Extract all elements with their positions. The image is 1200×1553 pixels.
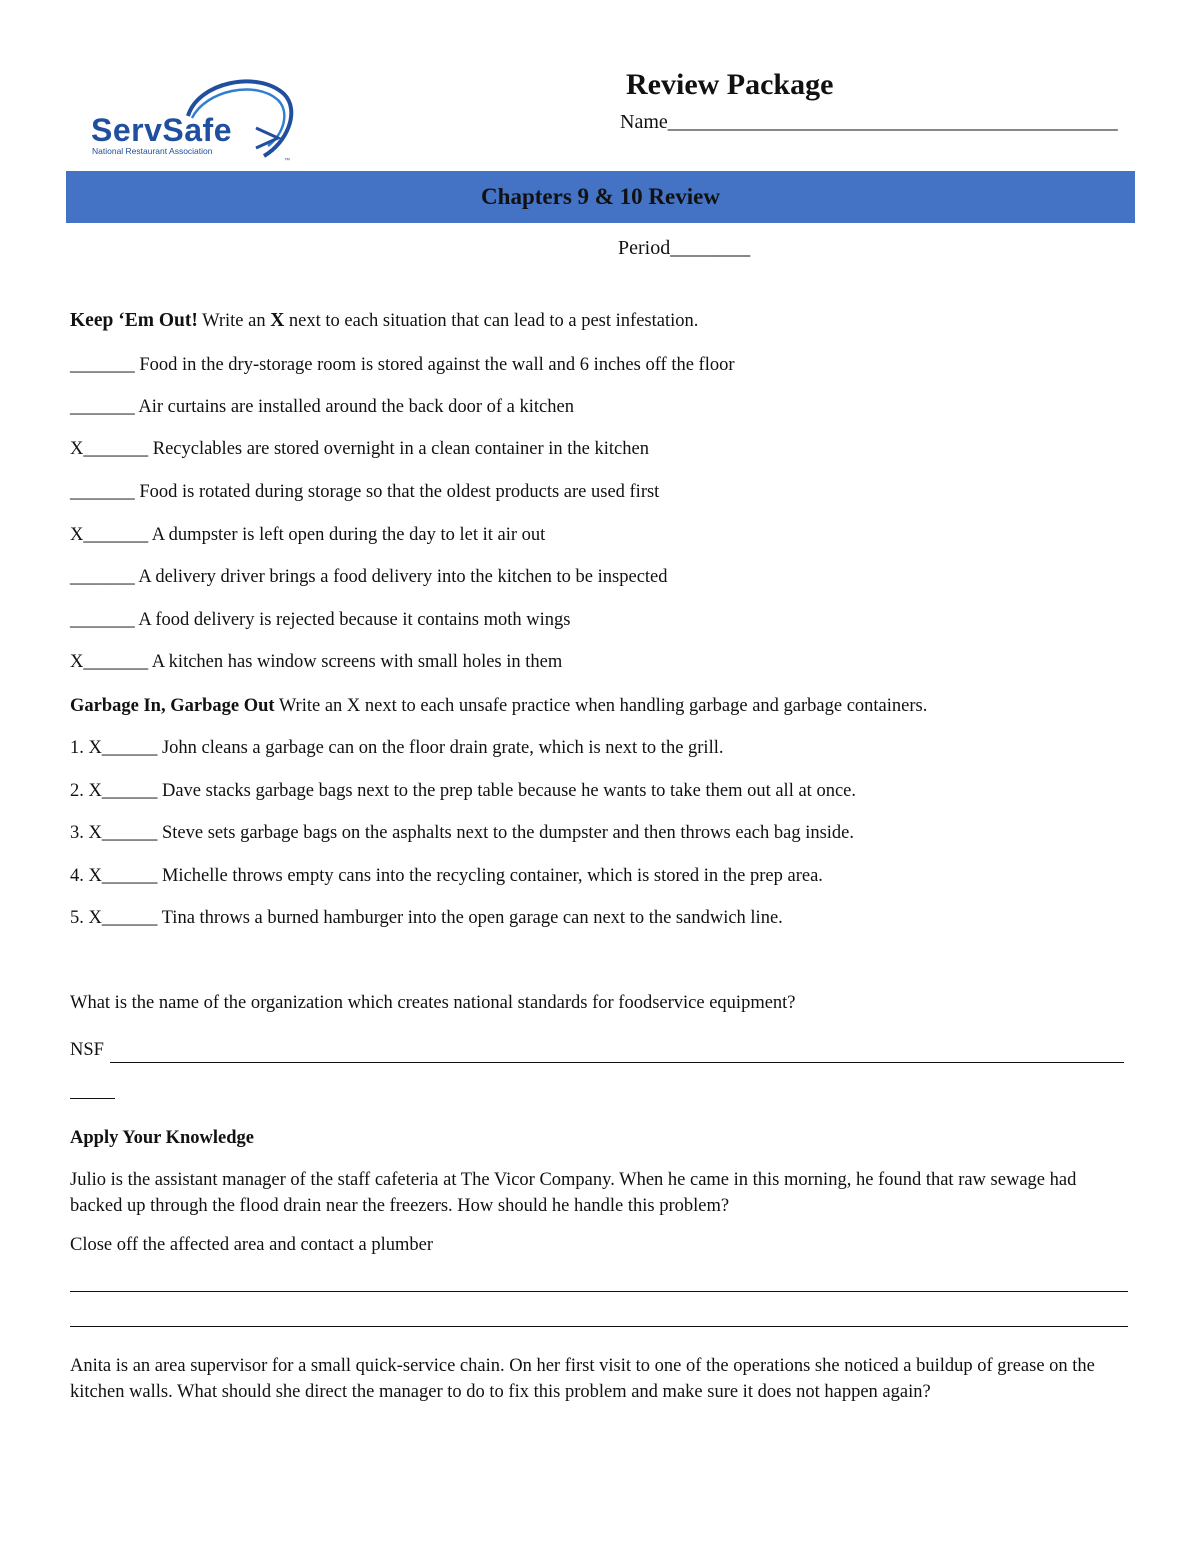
section2-item[interactable]: 2. X______ Dave stacks garbage bags next to the prep table because he wants to take them out all at once. bbox=[70, 781, 856, 801]
logo-brand: ServSafe bbox=[91, 112, 232, 148]
section1-item[interactable]: X_______ A kitchen has window screens with small holes in them bbox=[70, 652, 563, 672]
apply-heading: Apply Your Knowledge bbox=[70, 1128, 255, 1148]
answer-rule bbox=[70, 1291, 1128, 1292]
equipment-question: What is the name of the organization which creates national standards for foodservice equipment? bbox=[70, 993, 796, 1013]
section2-item[interactable]: 3. X______ Steve sets garbage bags on the asphalts next to the dumpster and then throws each bag inside. bbox=[70, 823, 855, 843]
answer-rule bbox=[110, 1062, 1124, 1063]
section1-heading: Keep ‘Em Out! bbox=[70, 310, 198, 331]
answer-rule-continued bbox=[70, 1098, 115, 1099]
section1-item[interactable]: _______ Air curtains are installed around the back door of a kitchen bbox=[70, 397, 574, 417]
section2-instruction-text: Write an X next to each unsafe practice when handling garbage and garbage containers. bbox=[274, 696, 928, 716]
section1-item[interactable]: _______ A delivery driver brings a food delivery into the kitchen to be inspected bbox=[70, 567, 668, 587]
logo-trademark: ™ bbox=[284, 158, 290, 164]
section2-instruction bbox=[70, 696, 927, 717]
banner-title: Chapters 9 & 10 Review bbox=[481, 184, 720, 209]
section2-item[interactable]: 1. X______ John cleans a garbage can on the floor drain grate, which is next to the grill. bbox=[70, 738, 724, 758]
apply-answer-1[interactable]: Close off the affected area and contact a plumber bbox=[70, 1235, 433, 1255]
section1-instruction-post: next to each situation that can lead to a pest infestation. bbox=[284, 311, 699, 331]
section1-item[interactable]: _______ Food in the dry-storage room is stored against the wall and 6 inches off the floor bbox=[70, 355, 735, 375]
page-title: Review Package bbox=[626, 68, 834, 101]
section1-instruction bbox=[70, 310, 698, 332]
section1-instruction-x: X bbox=[270, 310, 285, 331]
section1-item[interactable]: _______ Food is rotated during storage so that the oldest products are used first bbox=[70, 482, 660, 502]
name-field[interactable]: Name_____________________________________________ bbox=[620, 111, 1118, 133]
section1-item[interactable]: X_______ Recyclables are stored overnight in a clean container in the kitchen bbox=[70, 439, 649, 459]
section2-item[interactable]: 5. X______ Tina throws a burned hamburger into the open garage can next to the sandwich line. bbox=[70, 908, 783, 928]
logo-subtitle: National Restaurant Association bbox=[92, 146, 213, 156]
apply-question-2: Anita is an area supervisor for a small quick-service chain. On her first visit to one of the operations she noticed a buildup of grease on the kitchen walls. What should she direct the manager to do to fix this problem and make sure it does not happen again? bbox=[70, 1356, 1095, 1402]
servsafe-logo bbox=[88, 72, 298, 168]
section2-heading: Garbage In, Garbage Out bbox=[70, 696, 275, 716]
equipment-answer[interactable]: NSF bbox=[70, 1040, 104, 1060]
section1-item[interactable]: _______ A food delivery is rejected because it contains moth wings bbox=[70, 610, 571, 630]
section1-instruction-pre: Write an bbox=[197, 311, 271, 331]
section2-item[interactable]: 4. X______ Michelle throws empty cans into the recycling container, which is stored in the prep area. bbox=[70, 866, 823, 886]
period-field[interactable]: Period________ bbox=[618, 237, 751, 259]
chapter-banner bbox=[66, 171, 1135, 223]
section1-item[interactable]: X_______ A dumpster is left open during the day to let it air out bbox=[70, 525, 546, 545]
apply-question-1: Julio is the assistant manager of the staff cafeteria at The Vicor Company. When he came in this morning, he found that raw sewage had backed up through the flood drain near the freezers. How should he handle this problem? bbox=[70, 1170, 1077, 1216]
answer-rule bbox=[70, 1326, 1128, 1327]
